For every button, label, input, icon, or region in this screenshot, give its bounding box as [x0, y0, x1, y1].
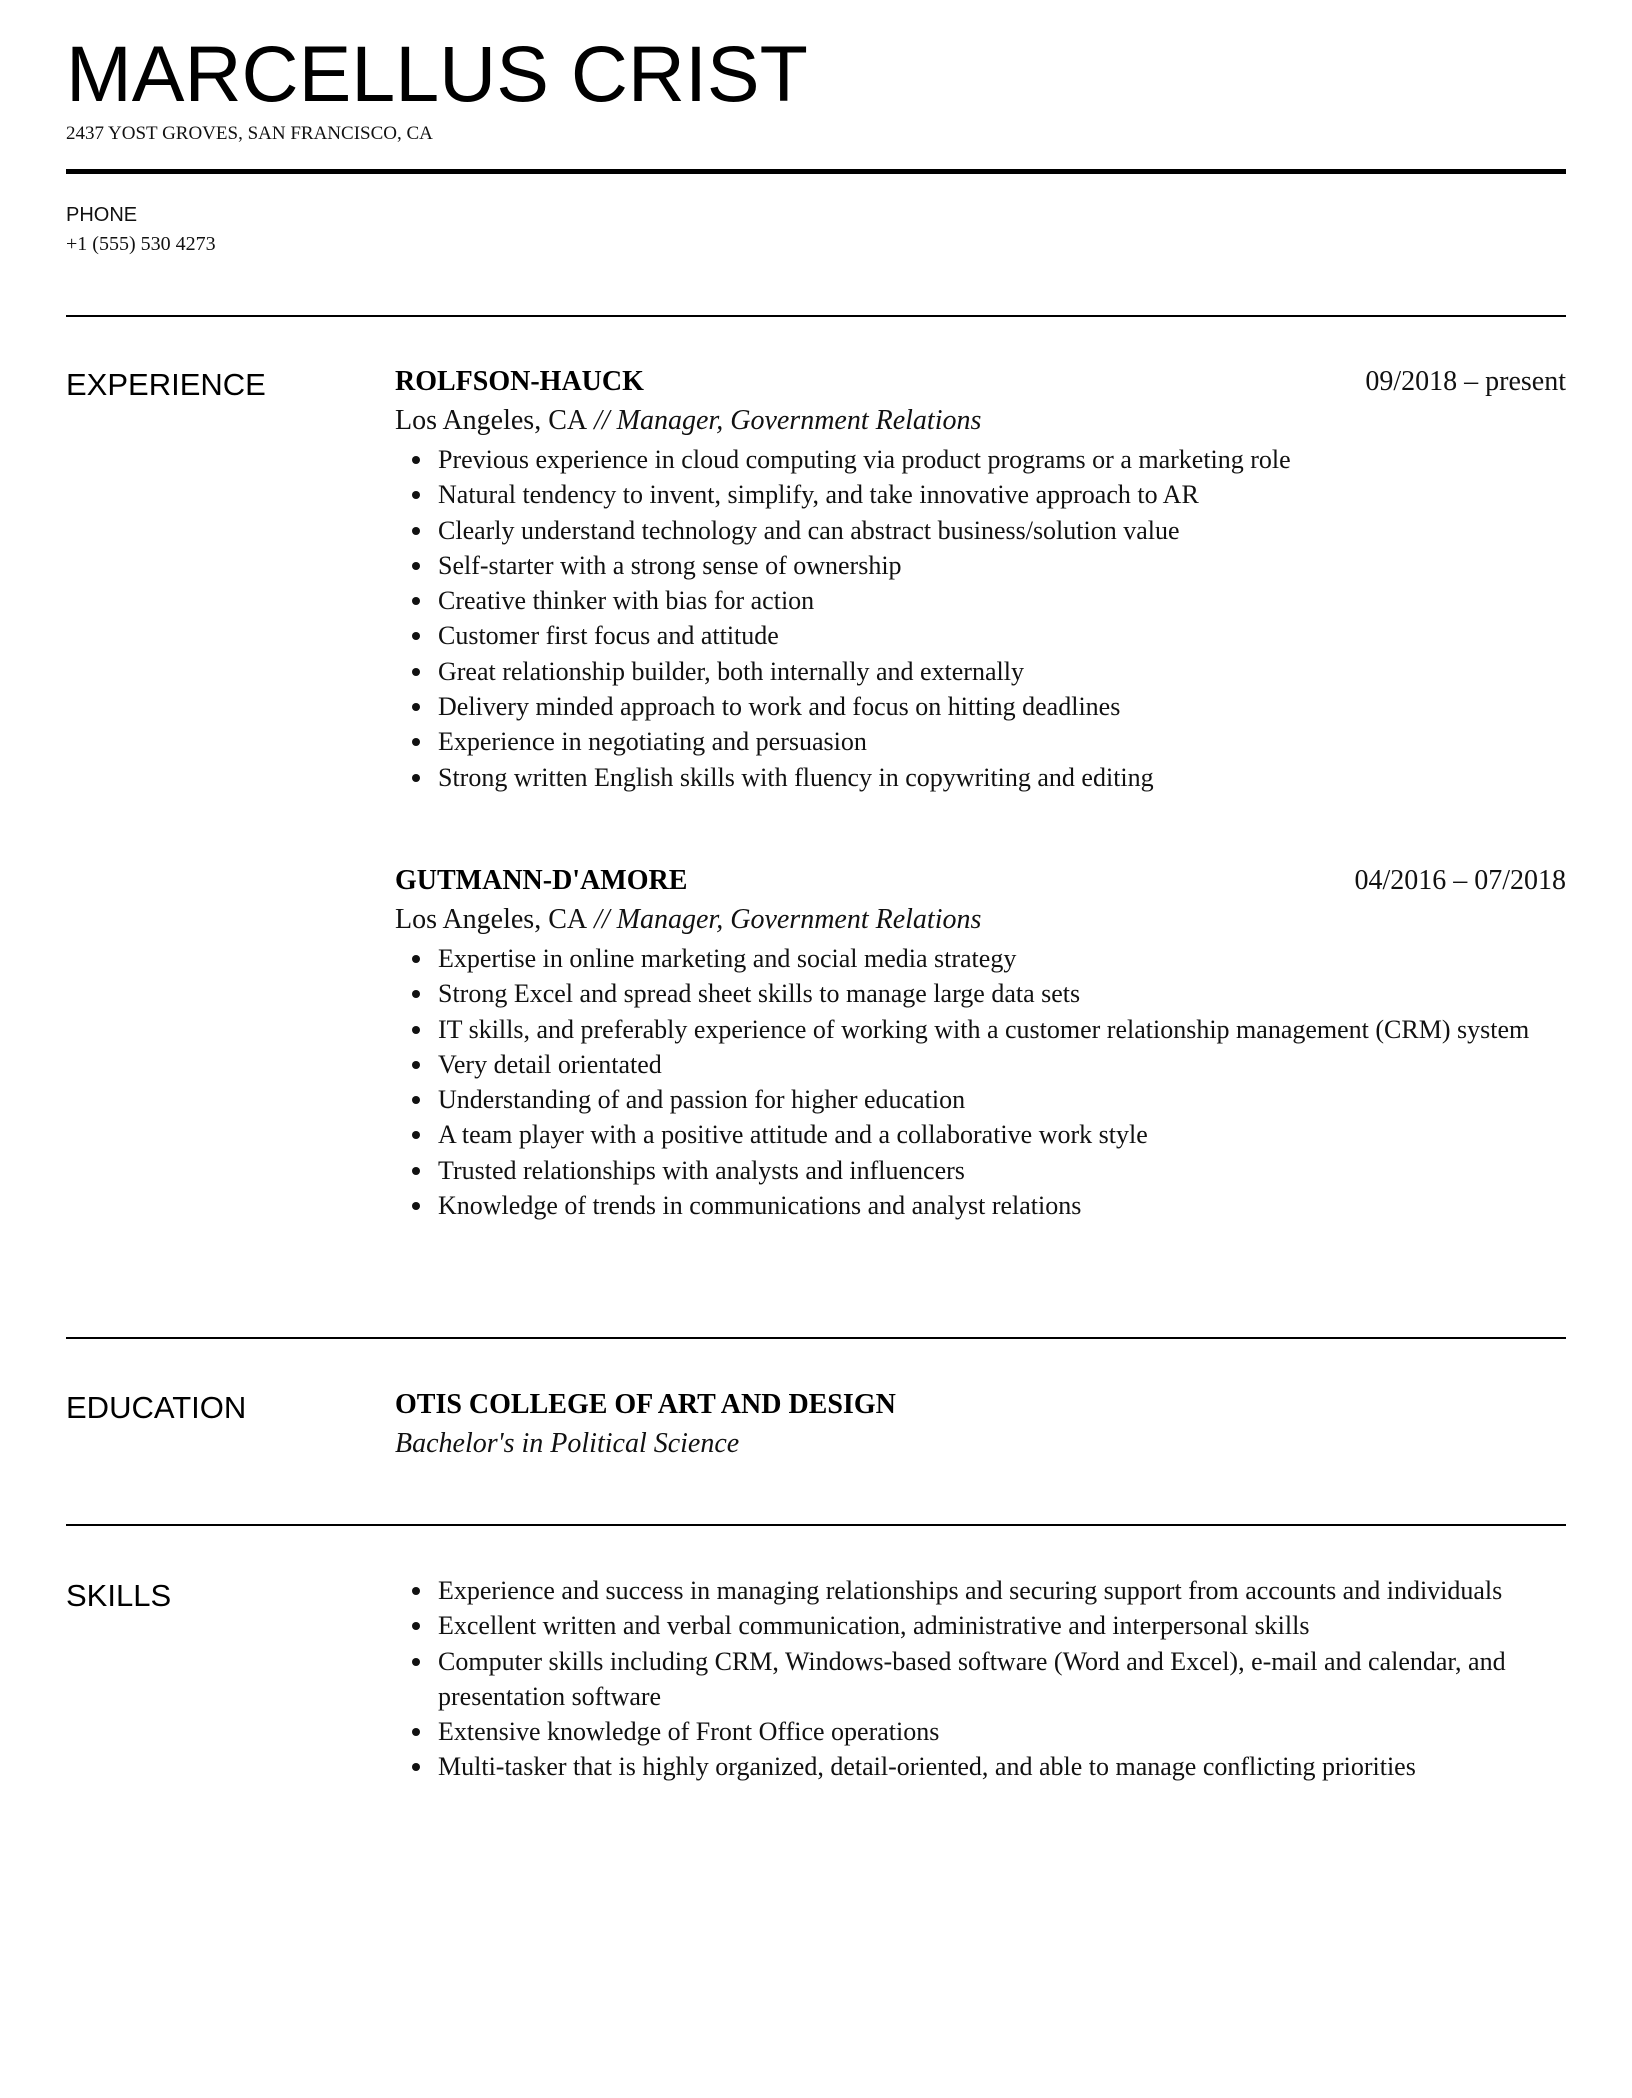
list-item: Strong written English skills with fluency in copywriting and editing — [438, 760, 1566, 795]
list-item: Customer first focus and attitude — [438, 618, 1566, 653]
job-location: Los Angeles, CA — [395, 405, 588, 436]
job-role: Manager, Government Relations — [616, 405, 982, 436]
section-divider — [66, 1524, 1566, 1526]
list-item: A team player with a positive attitude and a collaborative work style — [438, 1117, 1566, 1152]
list-item: Self-starter with a strong sense of ownership — [438, 548, 1566, 583]
skills-entry — [395, 1573, 1566, 1785]
list-item: Very detail orientated — [438, 1047, 1566, 1082]
job-dates: 04/2016 – 07/2018 — [1354, 865, 1566, 896]
list-item: Clearly understand technology and can abstract business/solution value — [438, 513, 1566, 548]
list-item: Knowledge of trends in communications and analyst relations — [438, 1188, 1566, 1223]
skills-list — [395, 1573, 1566, 1785]
list-item: Previous experience in cloud computing via product programs or a marketing role — [438, 442, 1566, 477]
job-header — [395, 363, 1566, 401]
list-item: Trusted relationships with analysts and influencers — [438, 1153, 1566, 1188]
job-location: Los Angeles, CA — [395, 904, 588, 935]
list-item: Expertise in online marketing and social media strategy — [438, 941, 1566, 976]
phone-value: +1 (555) 530 4273 — [66, 233, 216, 255]
job-company: ROLFSON-HAUCK — [395, 366, 644, 397]
list-item: Experience in negotiating and persuasion — [438, 724, 1566, 759]
job-subline — [395, 401, 1566, 441]
list-item: Computer skills including CRM, Windows-based software (Word and Excel), e-mail and calendar, and presentation software — [438, 1644, 1566, 1715]
list-item: Experience and success in managing relationships and securing support from accounts and individuals — [438, 1573, 1566, 1608]
job-company: GUTMANN-D'AMORE — [395, 865, 688, 896]
list-item: Understanding of and passion for higher education — [438, 1082, 1566, 1117]
list-item: Extensive knowledge of Front Office operations — [438, 1714, 1566, 1749]
job-header — [395, 862, 1566, 900]
job-bullets — [395, 442, 1566, 795]
section-divider — [66, 315, 1566, 317]
job-entry — [395, 363, 1566, 795]
job-dates: 09/2018 – present — [1365, 366, 1566, 397]
job-role: Manager, Government Relations — [616, 904, 982, 935]
education-school: OTIS COLLEGE OF ART AND DESIGN — [395, 1389, 896, 1420]
candidate-address: 2437 YOST GROVES, SAN FRANCISCO, CA — [66, 123, 433, 144]
phone-label: PHONE — [66, 204, 138, 226]
job-subline — [395, 900, 1566, 940]
list-item: Natural tendency to invent, simplify, and take innovative approach to AR — [438, 477, 1566, 512]
experience-heading: EXPERIENCE — [66, 367, 266, 402]
education-entry — [395, 1386, 1566, 1464]
education-degree: Bachelor's in Political Science — [395, 1428, 740, 1459]
list-item: Great relationship builder, both internally and externally — [438, 654, 1566, 689]
skills-heading: SKILLS — [66, 1578, 172, 1613]
list-item: Delivery minded approach to work and focus on hitting deadlines — [438, 689, 1566, 724]
header-divider — [66, 169, 1566, 174]
education-heading: EDUCATION — [66, 1390, 247, 1425]
list-item: Strong Excel and spread sheet skills to manage large data sets — [438, 976, 1566, 1011]
job-separator: // — [587, 405, 617, 436]
candidate-name: MARCELLUS CRIST — [66, 29, 808, 118]
job-entry — [395, 862, 1566, 1223]
job-separator: // — [587, 904, 617, 935]
list-item: Multi-tasker that is highly organized, detail-oriented, and able to manage conflicting priorities — [438, 1749, 1566, 1784]
job-bullets — [395, 941, 1566, 1223]
list-item: Creative thinker with bias for action — [438, 583, 1566, 618]
list-item: IT skills, and preferably experience of working with a customer relationship management (CRM) system — [438, 1012, 1566, 1047]
list-item: Excellent written and verbal communication, administrative and interpersonal skills — [438, 1608, 1566, 1643]
section-divider — [66, 1337, 1566, 1339]
